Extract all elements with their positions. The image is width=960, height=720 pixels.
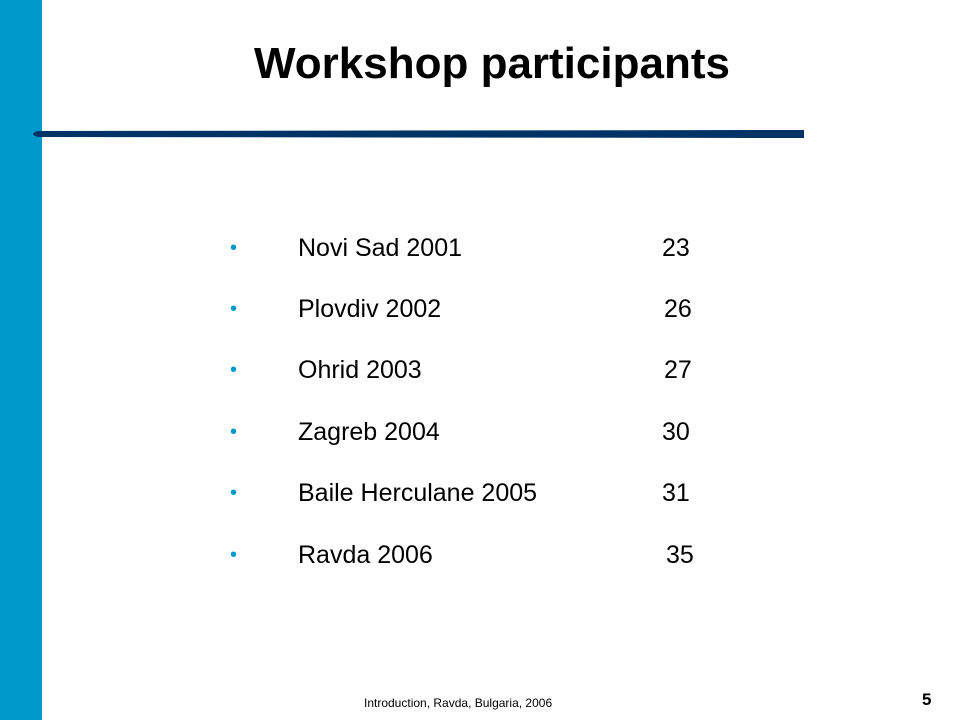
workshop-place: Zagreb 2004 — [298, 418, 440, 446]
bullet: • — [230, 237, 238, 259]
workshop-place: Ohrid 2003 — [298, 356, 422, 384]
bullet: • — [230, 359, 238, 381]
list-item — [230, 473, 730, 513]
participant-count: 31 — [662, 479, 690, 507]
slide-footer: Introduction, Ravda, Bulgaria, 2006 — [364, 696, 553, 710]
bullet: • — [230, 421, 238, 443]
slide-title: Workshop participants — [254, 39, 730, 88]
list-item — [230, 228, 730, 268]
workshop-place: Novi Sad 2001 — [298, 234, 463, 262]
participant-count: 35 — [666, 541, 694, 569]
list-item — [230, 535, 730, 575]
participant-count: 26 — [664, 295, 692, 323]
workshop-place: Baile Herculane 2005 — [298, 479, 538, 507]
workshop-place: Ravda 2006 — [298, 541, 433, 569]
bullet: • — [230, 298, 238, 320]
page-number: 5 — [922, 690, 932, 709]
participant-count: 30 — [662, 418, 690, 446]
list-item — [230, 412, 730, 452]
bullet: • — [230, 544, 238, 566]
workshop-place: Plovdiv 2002 — [298, 295, 442, 323]
list-item — [230, 289, 730, 329]
bullet: • — [230, 482, 238, 504]
list-item — [230, 350, 730, 390]
participant-count: 27 — [664, 356, 692, 384]
participant-count: 23 — [662, 234, 690, 262]
